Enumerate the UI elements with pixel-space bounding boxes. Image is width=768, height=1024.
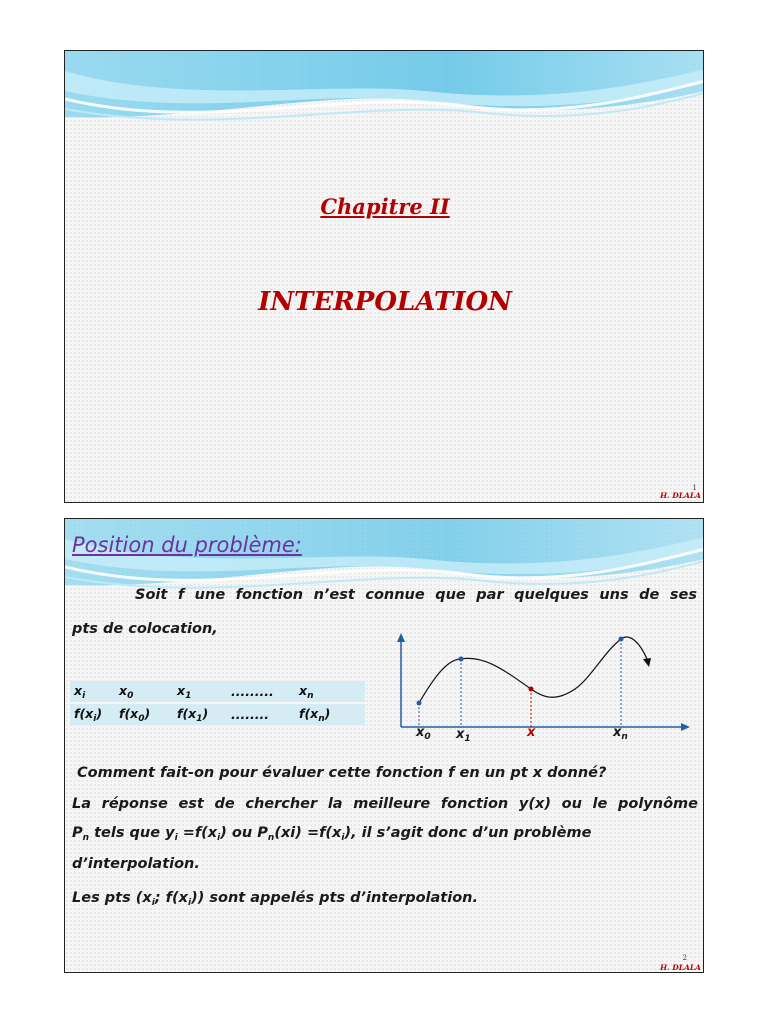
label-x: x <box>527 725 536 740</box>
point-x1 <box>459 657 464 662</box>
paragraph-line-1: Soit f une fonction n’est connue que par quelques uns de ses <box>135 587 697 603</box>
paragraph-line-3: Comment fait-on pour évaluer cette fonction f en un pt x donné? <box>77 765 607 781</box>
table-row-x <box>70 681 365 702</box>
table-cell: $x_1$ <box>173 681 227 702</box>
slide-2 <box>64 518 704 973</box>
slide-number: 1 <box>692 484 697 492</box>
paragraph-line-7: Les pts ($x_i$; $f(x_i)$) sont appelés pts d’interpolation. <box>72 890 478 908</box>
table-cell: $f(x_i)$ <box>70 704 115 725</box>
y-axis-arrow <box>397 633 405 642</box>
table-cell: $x_n$ <box>295 681 365 702</box>
point-x <box>529 687 534 692</box>
slide-1 <box>64 50 704 503</box>
label-x1: $x_1$ <box>456 727 471 744</box>
paragraph-line-5: $P_n$ tels que $y_i =f(x_i)$ ou $P_n(xi) =f(x_i)$, il s’agit donc d’un problème <box>72 825 592 843</box>
table-cell: $f(x_1)$ <box>173 704 227 725</box>
table-cell: ........ <box>227 704 295 725</box>
label-xn: $x_n$ <box>613 725 628 742</box>
point-xn <box>619 637 624 642</box>
table-cell: $f(x_0)$ <box>115 704 173 725</box>
paragraph-line-4: La réponse est de chercher la meilleure fonction y(x) ou le polynôme <box>72 796 698 812</box>
interpolation-graph <box>385 631 695 751</box>
table-cell: $f(x_n)$ <box>295 704 365 725</box>
table-cell: $x_0$ <box>115 681 173 702</box>
point-x0 <box>417 701 422 706</box>
label-x0: $x_0$ <box>416 725 431 742</box>
values-table <box>70 679 365 727</box>
slide-number: 2 <box>682 954 687 962</box>
section-heading: Position du problème: <box>72 533 302 557</box>
paragraph-line-6: d’interpolation. <box>72 856 200 872</box>
chapter-title: INTERPOLATION <box>258 287 512 317</box>
header-wave-decoration <box>65 51 704 131</box>
chapter-label <box>65 194 704 219</box>
paragraph-line-2: pts de colocation, <box>72 621 218 637</box>
chapter-text: Chapitre II <box>320 194 450 219</box>
table-cell: $x_i$ <box>70 681 115 702</box>
author-label: H. DLALA <box>660 963 701 972</box>
curve <box>419 637 647 703</box>
table-row-fx <box>70 704 365 725</box>
author-label: H. DLALA <box>660 491 701 500</box>
table-cell: ......... <box>227 681 295 702</box>
curve-arrow <box>643 658 651 667</box>
x-axis-arrow <box>681 723 690 731</box>
